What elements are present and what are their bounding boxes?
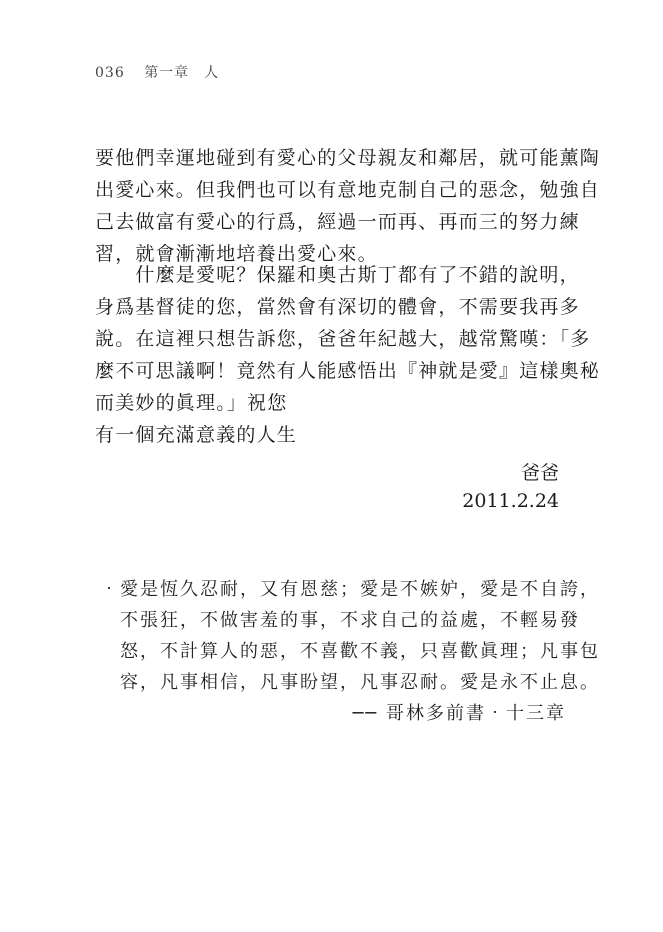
text-line: 身爲基督徒的您，當然會有深切的體會，不需要我再多	[95, 296, 580, 318]
text-line: 有一個充滿意義的人生	[95, 424, 298, 446]
chapter-title: 第一章 人	[144, 65, 220, 81]
quote-source: ── 哥林多前書‧十三章	[352, 703, 566, 724]
text-line: 習，就會漸漸地培養出愛心來。	[95, 243, 378, 265]
signature-name: 爸爸	[520, 462, 559, 484]
quote-line: ‧愛是恆久忍耐，又有恩慈；愛是不嫉妒，愛是不自誇，	[100, 579, 600, 600]
quote-line: 不張狂，不做害羞的事，不求自己的益處，不輕易發	[100, 610, 580, 631]
paragraph-1	[95, 142, 601, 270]
text-line: 說。在這裡只想告訴您，爸爸年紀越大，越常驚嘆：「多	[95, 328, 591, 350]
text-line: 而美妙的眞理。」祝您	[95, 392, 288, 414]
paragraph-2	[95, 259, 601, 451]
quote-line: 容，凡事相信，凡事盼望，凡事忍耐。愛是永不止息。	[100, 672, 600, 693]
running-header	[95, 62, 219, 82]
text-line: 要他們幸運地碰到有愛心的父母親友和鄰居，就可能薰陶	[95, 147, 601, 169]
signature-date: 2011.2.24	[462, 490, 559, 512]
quote-line: 怒，不計算人的惡，不喜歡不義，只喜歡眞理；凡事包	[100, 641, 600, 662]
text-line: 麼不可思議啊！竟然有人能感悟出『神就是愛』這樣奧秘	[95, 360, 601, 382]
page-number: 036	[95, 65, 125, 81]
text-line: 什麼是愛呢？保羅和奧古斯丁都有了不錯的說明，	[95, 264, 580, 286]
text-line: 己去做富有愛心的行爲，經過一而再、再而三的努力練	[95, 211, 580, 233]
text-line: 出愛心來。但我們也可以有意地克制自己的惡念，勉強自	[95, 179, 601, 201]
scripture-quote	[100, 574, 600, 729]
